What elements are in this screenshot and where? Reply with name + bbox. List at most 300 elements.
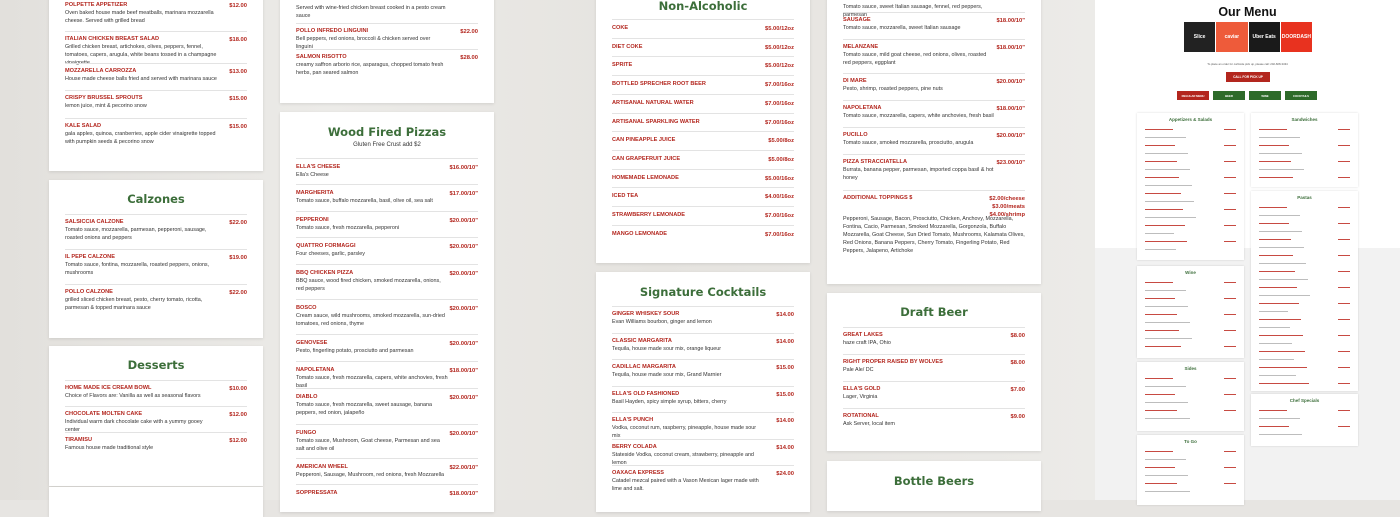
item-price: $16.00/10" [449, 165, 478, 171]
item-price: $24.00 [776, 471, 794, 477]
divider [843, 190, 1025, 191]
thumbnail-price [1224, 298, 1236, 299]
menu-item [612, 137, 794, 143]
thumbnail-line [1145, 451, 1173, 452]
thumbnail-line [1259, 145, 1289, 146]
divider [612, 150, 794, 151]
item-name: SPRITE [612, 62, 633, 69]
thumbnail-price [1224, 241, 1236, 242]
thumbnail-line [1259, 434, 1302, 435]
tab-regular-menu[interactable]: REGULAR MENU [1177, 91, 1209, 100]
item-description: Catadel mezcal paired with a Vason Mexican lager made with lime and salt. [612, 478, 759, 492]
item-price: $14.00 [776, 418, 794, 424]
thumbnail-line [1259, 169, 1304, 170]
delivery-logos [1184, 22, 1312, 52]
menu-thumbnail[interactable] [1137, 435, 1244, 505]
non-alcoholic-card [596, 0, 810, 263]
item-price: $8.00 [1010, 360, 1025, 366]
item-description: Famous house made traditional style [65, 445, 154, 451]
item-name: NAPOLETANA [843, 105, 882, 111]
menu-item [843, 105, 1025, 120]
divider [843, 127, 1025, 128]
item-price: $18.00/10" [449, 368, 478, 374]
menu-item [843, 78, 1025, 93]
thumbnail-line [1145, 402, 1188, 403]
item-description: Tomato sauce, fresh mozzarella, sweet sausage, banana peppers, red onion, jalapeño [296, 402, 433, 416]
item-price: $15.00 [776, 365, 794, 371]
menu-thumbnail[interactable] [1137, 362, 1244, 431]
thumbnail-price [1338, 239, 1350, 240]
item-price: $22.00 [460, 29, 478, 35]
divider [65, 380, 247, 381]
divider [296, 299, 478, 300]
item-name: ELLA'S PUNCH [612, 417, 654, 423]
item-name: MARGHERITA [296, 190, 334, 196]
thumbnail-line [1145, 282, 1173, 283]
tab-wine[interactable]: WINE [1249, 91, 1281, 100]
divider [612, 169, 794, 170]
item-description: Bell peppers, red onions, broccoli & chicken served over linguini [296, 36, 431, 50]
pizzas-card [280, 112, 494, 512]
thumbnail-line [1145, 169, 1190, 170]
thumbnail-line [1259, 239, 1291, 240]
item-name: MOZZARELLA CARROZZA [65, 68, 137, 74]
menu-item [612, 44, 794, 50]
thumbnail-line [1259, 343, 1292, 344]
item-price: $23.00/10" [996, 160, 1025, 166]
item-price: $15.00 [229, 96, 247, 102]
thumbnail-price [1338, 351, 1350, 352]
call-for-pickup-button[interactable]: CALL FOR PICK UP [1226, 72, 1270, 82]
item-price: $20.00/10" [449, 244, 478, 250]
thumbnail-price [1224, 145, 1236, 146]
menu-thumbnail[interactable] [1137, 266, 1244, 358]
menu-item [65, 123, 247, 146]
divider [65, 284, 247, 285]
bottle-beers-title: Bottle Beers [893, 474, 975, 488]
item-price: $14.00 [776, 338, 794, 345]
menu-item [612, 25, 794, 31]
menu-item [843, 132, 1025, 147]
item-price: $12.00 [229, 412, 247, 418]
item-name: CLASSIC MARGARITA [612, 337, 672, 344]
item-price: $20.00/10" [449, 271, 478, 277]
menu-item [296, 464, 478, 479]
desserts-card [49, 346, 263, 486]
divider [65, 432, 247, 433]
menu-item [65, 254, 247, 277]
item-description: Tomato sauce, mozzarella, parmesan, pepperoni, sausage, roasted onions and peppers [65, 227, 207, 241]
thumbnail-line [1259, 327, 1290, 328]
thumbnail-line [1145, 378, 1173, 379]
divider [65, 214, 247, 215]
divider [843, 381, 1025, 382]
thumbnail-price [1224, 483, 1236, 484]
thumbnail-line [1145, 491, 1190, 492]
item-price: $28.00 [460, 55, 478, 61]
thumbnail-line [1145, 394, 1175, 395]
thumbnail-line [1145, 386, 1186, 387]
thumbnail-line [1145, 459, 1186, 460]
item-name: FUNGO [296, 430, 317, 436]
item-price: $5.00/12oz [764, 44, 794, 51]
item-description: Tomato sauce, fresh mozzarella, capers, white anchovies, fresh basil [296, 375, 448, 389]
item-price: $20.00/10" [449, 306, 478, 312]
thumbnail-price [1224, 410, 1236, 411]
thumbnail-title: To Go [1184, 439, 1197, 444]
item-name: BOTTLED SPRECHER ROOT BEER [612, 81, 706, 88]
item-name: CAN GRAPEFRUIT JUICE [612, 155, 681, 162]
item-name: POLLO CALZONE [65, 289, 113, 295]
item-description: Stateside Vodka, coconut cream, strawberry, pineapple and lemon [612, 451, 754, 466]
thumbnail-line [1145, 410, 1177, 411]
thumbnail-price [1338, 161, 1350, 162]
menu-item [296, 3, 478, 20]
item-description: Oven baked house made beef meatballs, marinara mozzarella cheese. Served with grilled bread [65, 10, 214, 24]
thumbnail-line [1259, 207, 1287, 208]
thumbnail-price [1224, 193, 1236, 194]
next-card [49, 487, 263, 517]
thumbnail-line [1145, 225, 1185, 226]
menu-item [65, 289, 247, 312]
thumbnail-line [1145, 483, 1177, 484]
menu-item [612, 119, 794, 125]
divider [65, 406, 247, 407]
delivery-logo-caviar[interactable]: caviar [1216, 22, 1247, 52]
thumbnail-line [1259, 153, 1302, 154]
menu-item [65, 437, 247, 452]
item-name: PUCILLO [843, 132, 868, 138]
thumbnail-line [1259, 359, 1294, 360]
item-price: $22.00/10" [449, 465, 478, 471]
item-description: Pepperoni, Sausage, Mushroom, red onions, fresh Mozzarella [296, 472, 445, 478]
thumbnail-line [1145, 217, 1196, 218]
item-description: Burrata, banana pepper, parmesan, imported coppa basil & hot honey [843, 167, 994, 181]
menu-item [612, 444, 794, 467]
item-price: $8.00 [1010, 333, 1025, 339]
item-name: POLLO INFREDO LINGUINI [296, 28, 369, 34]
item-description: Pesto, fingerling potato, prosciutto and parmesan [296, 348, 414, 354]
cocktails-title: Signature Cocktails [639, 285, 767, 299]
thumbnail-line [1145, 346, 1181, 347]
divider [296, 184, 478, 185]
item-description: Choice of Flavors are: Vanilla as well as seasonal flavors [65, 393, 201, 399]
item-name: SAUSAGE [843, 17, 871, 23]
thumbnail-price [1224, 209, 1236, 210]
item-name: ADDITIONAL TOPPINGS $ [843, 195, 913, 201]
menu-item [843, 359, 1025, 374]
item-description: Tomato sauce, smoked mozzarella, prosciutto, arugula [843, 140, 974, 146]
item-price: $18.00/10" [996, 18, 1025, 24]
thumbnail-line [1259, 215, 1300, 216]
divider [843, 408, 1025, 409]
item-name: GINGER WHISKEY SOUR [612, 311, 680, 317]
item-name: TIRAMISU [65, 437, 93, 443]
thumbnail-line [1259, 287, 1297, 288]
tab-cocktails[interactable]: COCKTAILS [1285, 91, 1317, 100]
divider [296, 23, 478, 24]
thumbnail-line [1145, 153, 1188, 154]
non-alcoholic-title: Non-Alcoholic [658, 0, 748, 13]
item-description: Tomato sauce, fontina, mozzarella, roasted peppers, onions, mushrooms [65, 262, 210, 276]
menu-item [65, 95, 247, 110]
thumbnail-price [1224, 467, 1236, 468]
item-name: CAN PINEAPPLE JUICE [612, 137, 676, 144]
item-name: QUATTRO FORMAGGI [296, 243, 356, 249]
thumbnail-line [1259, 418, 1300, 419]
pastas-card [280, 0, 494, 103]
divider [612, 131, 794, 132]
item-price: $5.00/16oz [764, 175, 794, 182]
menu-thumbnail[interactable] [1251, 394, 1358, 446]
item-name: AMERICAN WHEEL [296, 464, 348, 470]
divider [612, 412, 794, 413]
item-description: Pepperoni, Sausage, Bacon, Prosciutto, Chicken, Anchovy, Mozzarella, Fontina, Cacio, Parmesan, Smoked Mozzarella, Gorgonzola, Buffalo Mozzarella, Goat Cheese, Sun Dried Tomato, Mushrooms, Kalamata Olives, Red Onions, Banana Peppers, Cherry Tomato, Fingerling Potato, Red Peppers, Jalapeno, Artichoke [843, 216, 1025, 254]
item-description: Evan Williams bourbon, ginger and lemon [612, 319, 712, 325]
thumbnail-line [1259, 263, 1306, 264]
thumbnail-price [1338, 303, 1350, 304]
item-description: Tequila, house made sour mix, orange liqueur [612, 345, 722, 352]
menu-item [612, 391, 794, 406]
preview-title: Our Menu [1218, 5, 1277, 19]
menu-item [843, 413, 1025, 428]
thumbnail-line [1259, 383, 1309, 384]
thumbnail-title: Chef Specials [1289, 398, 1320, 403]
item-description: House made cheese balls fried and served with marinara sauce [65, 76, 217, 82]
item-name: ICED TEA [612, 193, 639, 200]
divider [612, 56, 794, 57]
item-price: $4.00/16oz [764, 194, 794, 201]
item-description: Lager, Virginia [843, 394, 878, 400]
menu-item [612, 338, 794, 353]
menu-item [843, 159, 1025, 182]
item-name: IL PEPE CALZONE [65, 254, 115, 260]
menu-item [612, 100, 794, 106]
appetizers-card [49, 0, 263, 171]
item-price: $14.00 [776, 444, 794, 451]
draft-beer-card [827, 293, 1041, 451]
divider [296, 237, 478, 238]
thumbnail-line [1145, 249, 1176, 250]
thumbnail-line [1145, 145, 1175, 146]
divider [65, 90, 247, 91]
menu-item [612, 231, 794, 237]
divider [612, 333, 794, 334]
divider [296, 334, 478, 335]
thumbnail-line [1145, 209, 1183, 210]
menu-item [65, 2, 247, 25]
pickup-note: To place an order for curbside pick up, please call: 202-608-3434 [1207, 62, 1288, 66]
thumbnail-line [1259, 177, 1293, 178]
item-name: GREAT LAKES [843, 332, 883, 338]
item-price: $18.00/10" [449, 491, 478, 497]
menu-tabs [1177, 91, 1317, 100]
thumbnail-line [1259, 223, 1289, 224]
thumbnail-price [1338, 410, 1350, 411]
menu-thumbnail[interactable] [1137, 113, 1244, 260]
item-description: Cream sauce, wild mushrooms, smoked mozzarella, sun-dried tomatoes, red onions, thyme [296, 313, 445, 327]
item-price: $7.00/16oz [764, 82, 794, 89]
item-description: Tomato sauce, fresh mozzarella, pepperoni [296, 225, 400, 231]
item-name: BOSCO [296, 305, 317, 311]
item-name: ELLA'S CHEESE [296, 164, 341, 170]
thumbnail-title: Sandwiches [1291, 117, 1318, 122]
thumbnail-line [1259, 231, 1302, 232]
thumbnail-line [1145, 137, 1186, 138]
item-name: ARTISANAL NATURAL WATER [612, 99, 694, 106]
thumbnail-line [1145, 338, 1192, 339]
divider [843, 73, 1025, 74]
item-description: Pale Ale/ DC [843, 367, 874, 373]
thumbnail-line [1259, 295, 1310, 296]
thumbnail-line [1145, 193, 1181, 194]
divider [65, 118, 247, 119]
item-price: $17.00/10" [449, 191, 478, 197]
menu-item [296, 270, 478, 293]
thumbnail-line [1145, 330, 1179, 331]
item-name: MANGO LEMONADE [612, 230, 668, 237]
menu-item [65, 411, 247, 434]
divider [296, 158, 478, 159]
divider [65, 63, 247, 64]
item-description: Tomato sauce, buffalo mozzarella, basil, olive oil, sea salt [296, 198, 433, 204]
calzones-card [49, 180, 263, 338]
item-price: $5.00/8oz [768, 156, 794, 163]
item-price: $10.00 [229, 386, 247, 392]
thumbnail-price [1338, 367, 1350, 368]
divider [65, 31, 247, 32]
thumbnail-price [1224, 225, 1236, 226]
item-description: Tomato sauce, mild goat cheese, red onions, olives, roasted red peppers, eggplant [843, 52, 987, 66]
item-price: $12.00 [229, 438, 247, 444]
thumbnail-title: Sides [1184, 366, 1197, 371]
thumbnail-price [1338, 255, 1350, 256]
thumbnail-line [1145, 418, 1190, 419]
menu-item [612, 212, 794, 218]
item-name: MELANZANE [843, 44, 879, 50]
desserts-title: Desserts [127, 358, 185, 372]
item-price: $19.00 [229, 255, 247, 261]
cocktails-card [596, 272, 810, 512]
menu-thumbnail[interactable] [1251, 191, 1358, 391]
item-description: Served with wine-fried chicken breast cooked in a pesto cream sauce [296, 5, 446, 19]
item-name: ITALIAN CHICKEN BREAST SALAD [65, 36, 160, 42]
divider [296, 49, 478, 50]
thumbnail-price [1338, 145, 1350, 146]
item-name: DIABLO [296, 394, 318, 400]
tab-beer[interactable]: BEER [1213, 91, 1245, 100]
divider [296, 484, 478, 485]
item-price: $2.00/cheese $3.00/meats $4.00/shrimp [989, 196, 1025, 218]
item-name: ARTISANAL SPARKLING WATER [612, 118, 700, 125]
menu-thumbnail[interactable] [1251, 113, 1358, 187]
item-price: $18.00/10" [996, 106, 1025, 112]
divider [296, 361, 478, 362]
thumbnail-price [1224, 161, 1236, 162]
item-description: Tomato sauce, Mushroom, Goat cheese, Parmesan and sea salt and olive oil [296, 438, 440, 452]
item-price: $7.00/16oz [764, 100, 794, 107]
delivery-logo-slice[interactable]: Slice [1184, 22, 1215, 52]
item-price: $9.00 [1010, 414, 1025, 420]
menu-item [296, 490, 478, 496]
thumbnail-title: Appetizers & Salads [1168, 117, 1213, 122]
item-price: $20.00/10" [449, 341, 478, 347]
menu-item [296, 190, 478, 205]
thumbnail-title: Pastas [1297, 195, 1312, 200]
item-name: CRISPY BRUSSEL SPROUTS [65, 95, 143, 101]
item-name: CHOCOLATE MOLTEN CAKE [65, 411, 143, 417]
divider [843, 327, 1025, 328]
menu-item [612, 193, 794, 199]
thumbnail-price [1338, 271, 1350, 272]
thumbnail-line [1259, 367, 1307, 368]
item-price: $20.00/10" [996, 133, 1025, 139]
item-description: BBQ sauce, wood fired chicken, smoked mozzarella, onions, red peppers [296, 278, 441, 292]
thumbnail-line [1145, 475, 1188, 476]
item-description: Tequila, house made sour mix, Grand Marnier [612, 372, 722, 378]
thumbnail-price [1224, 330, 1236, 331]
divider [296, 264, 478, 265]
item-description: Basil Hayden, spicy simple syrup, bitters, cherry [612, 398, 727, 405]
divider [612, 113, 794, 114]
item-name: RIGHT PROPER RAISED BY WOLVES [843, 359, 943, 365]
thumbnail-line [1259, 161, 1291, 162]
thumbnail-line [1145, 201, 1194, 202]
delivery-logo-doordash[interactable]: DOORDASH [1281, 22, 1312, 52]
item-price: $20.00/10" [449, 431, 478, 437]
menu-item [296, 54, 478, 77]
item-description: Grilled chicken breast, artichokes, olives, peppers, fennel, tomatoes, capers, arugula, white beans tossed in a champagne vinaigrette [65, 44, 217, 66]
thumbnail-line [1259, 351, 1305, 352]
menu-item [612, 311, 794, 326]
menu-item [296, 28, 478, 51]
item-name: PEPPERONI [296, 217, 329, 223]
divider [296, 211, 478, 212]
item-price: $14.00 [776, 312, 794, 318]
menu-item [65, 385, 247, 400]
thumbnail-price [1338, 383, 1350, 384]
divider [843, 39, 1025, 40]
divider [612, 94, 794, 95]
delivery-logo-uber-eats[interactable]: Uber Eats [1249, 22, 1280, 52]
thumbnail-line [1145, 241, 1187, 242]
item-description: Tomato sauce, mozzarella, capers, white anchovies, fresh basil [843, 113, 994, 119]
thumbnail-line [1259, 255, 1293, 256]
divider [843, 100, 1025, 101]
thumbnail-price [1338, 223, 1350, 224]
pizzas-title: Wood Fired Pizzas [327, 125, 447, 139]
item-description: Ella's Cheese [296, 172, 329, 178]
menu-item [612, 81, 794, 87]
calzones-title: Calzones [127, 192, 185, 206]
menu-item [65, 68, 247, 83]
thumbnail-price [1338, 319, 1350, 320]
item-name: COKE [612, 25, 629, 31]
item-name: SALMON RISOTTO [296, 54, 347, 60]
thumbnail-line [1145, 185, 1192, 186]
item-name: GENOVESE [296, 340, 328, 346]
thumbnail-price [1224, 129, 1236, 130]
item-price: $15.00 [776, 391, 794, 398]
divider [296, 458, 478, 459]
menu-item [612, 175, 794, 181]
pizzas-continued-card [827, 0, 1041, 284]
item-description: Vodka, coconut rum, raspberry, pineapple, house made sour mix [612, 425, 757, 439]
divider [612, 306, 794, 307]
thumbnail-line [1259, 426, 1289, 427]
menu-item [296, 340, 478, 355]
thumbnail-price [1224, 378, 1236, 379]
